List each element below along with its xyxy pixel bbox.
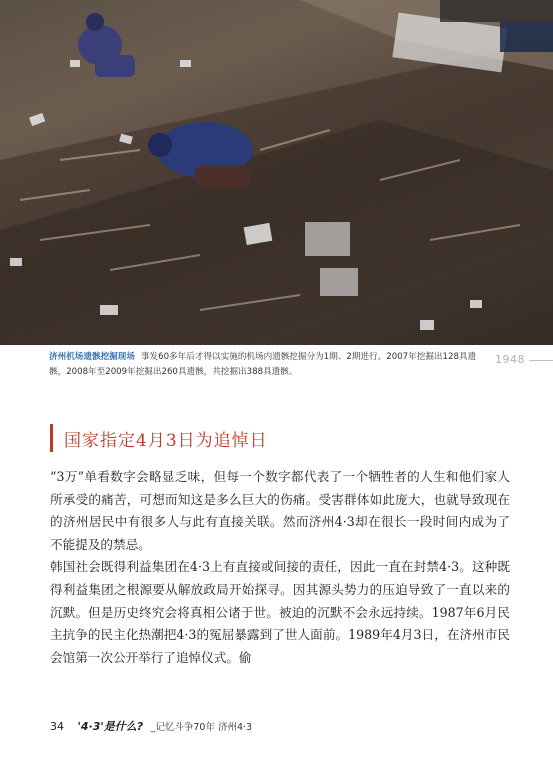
body-text (50, 466, 510, 669)
worker-figure (78, 13, 135, 77)
book-title: '4·3'是什么? (77, 720, 144, 733)
excavation-photo (0, 0, 553, 345)
caption-title: 济州机场遗骸挖掘现场 (49, 352, 135, 362)
paragraph: 韩国社会既得利益集团在4·3上有直接或间接的责任，因此一直在封禁4·3。这种既得利益集团之根源要从解放政局开始探寻。因其源头势力的压迫导致了一直以来的沉默。但是历史终究会将真相公诸于世。被迫的沉默不会永远持续。1987年6月民主抗争的民主化热潮把4·3的冤屈暴露到了世人面前。1989年4月3日，在济州市民会馆第一次公开举行了追悼仪式。偷 (50, 559, 510, 665)
caption-text: 事发60多年后才得以实施的机场内遗骸挖掘分为1期、2期进行。2007年挖掘出128具遗骸，2008年至2009年挖掘出260具遗骸，共挖掘出388具遗骸。 (49, 352, 477, 377)
paragraph: “3万”单看数字会略显乏味，但每一个数字都代表了一个牺牲者的人生和他们家人所承受的痛苦，可想而知这是多么巨大的伤痛。受害群体如此庞大，也就导致现在的济州居民中有很多人与此有直接关联。然而济州4·3却在很长一段时间内成为了不能提及的禁忌。 (50, 469, 510, 552)
year-marker-line (529, 360, 553, 361)
page-footer (50, 718, 252, 734)
heading-accent-bar (50, 424, 53, 452)
section-heading: 国家指定4月3日为追悼日 (64, 431, 268, 451)
year-marker: 1948 (495, 353, 525, 366)
page-number: 34 (50, 720, 64, 733)
excavation-scene (0, 0, 553, 345)
book-subtitle: _记忆斗争70年 济州4·3 (150, 722, 253, 733)
photo-caption (49, 350, 489, 380)
